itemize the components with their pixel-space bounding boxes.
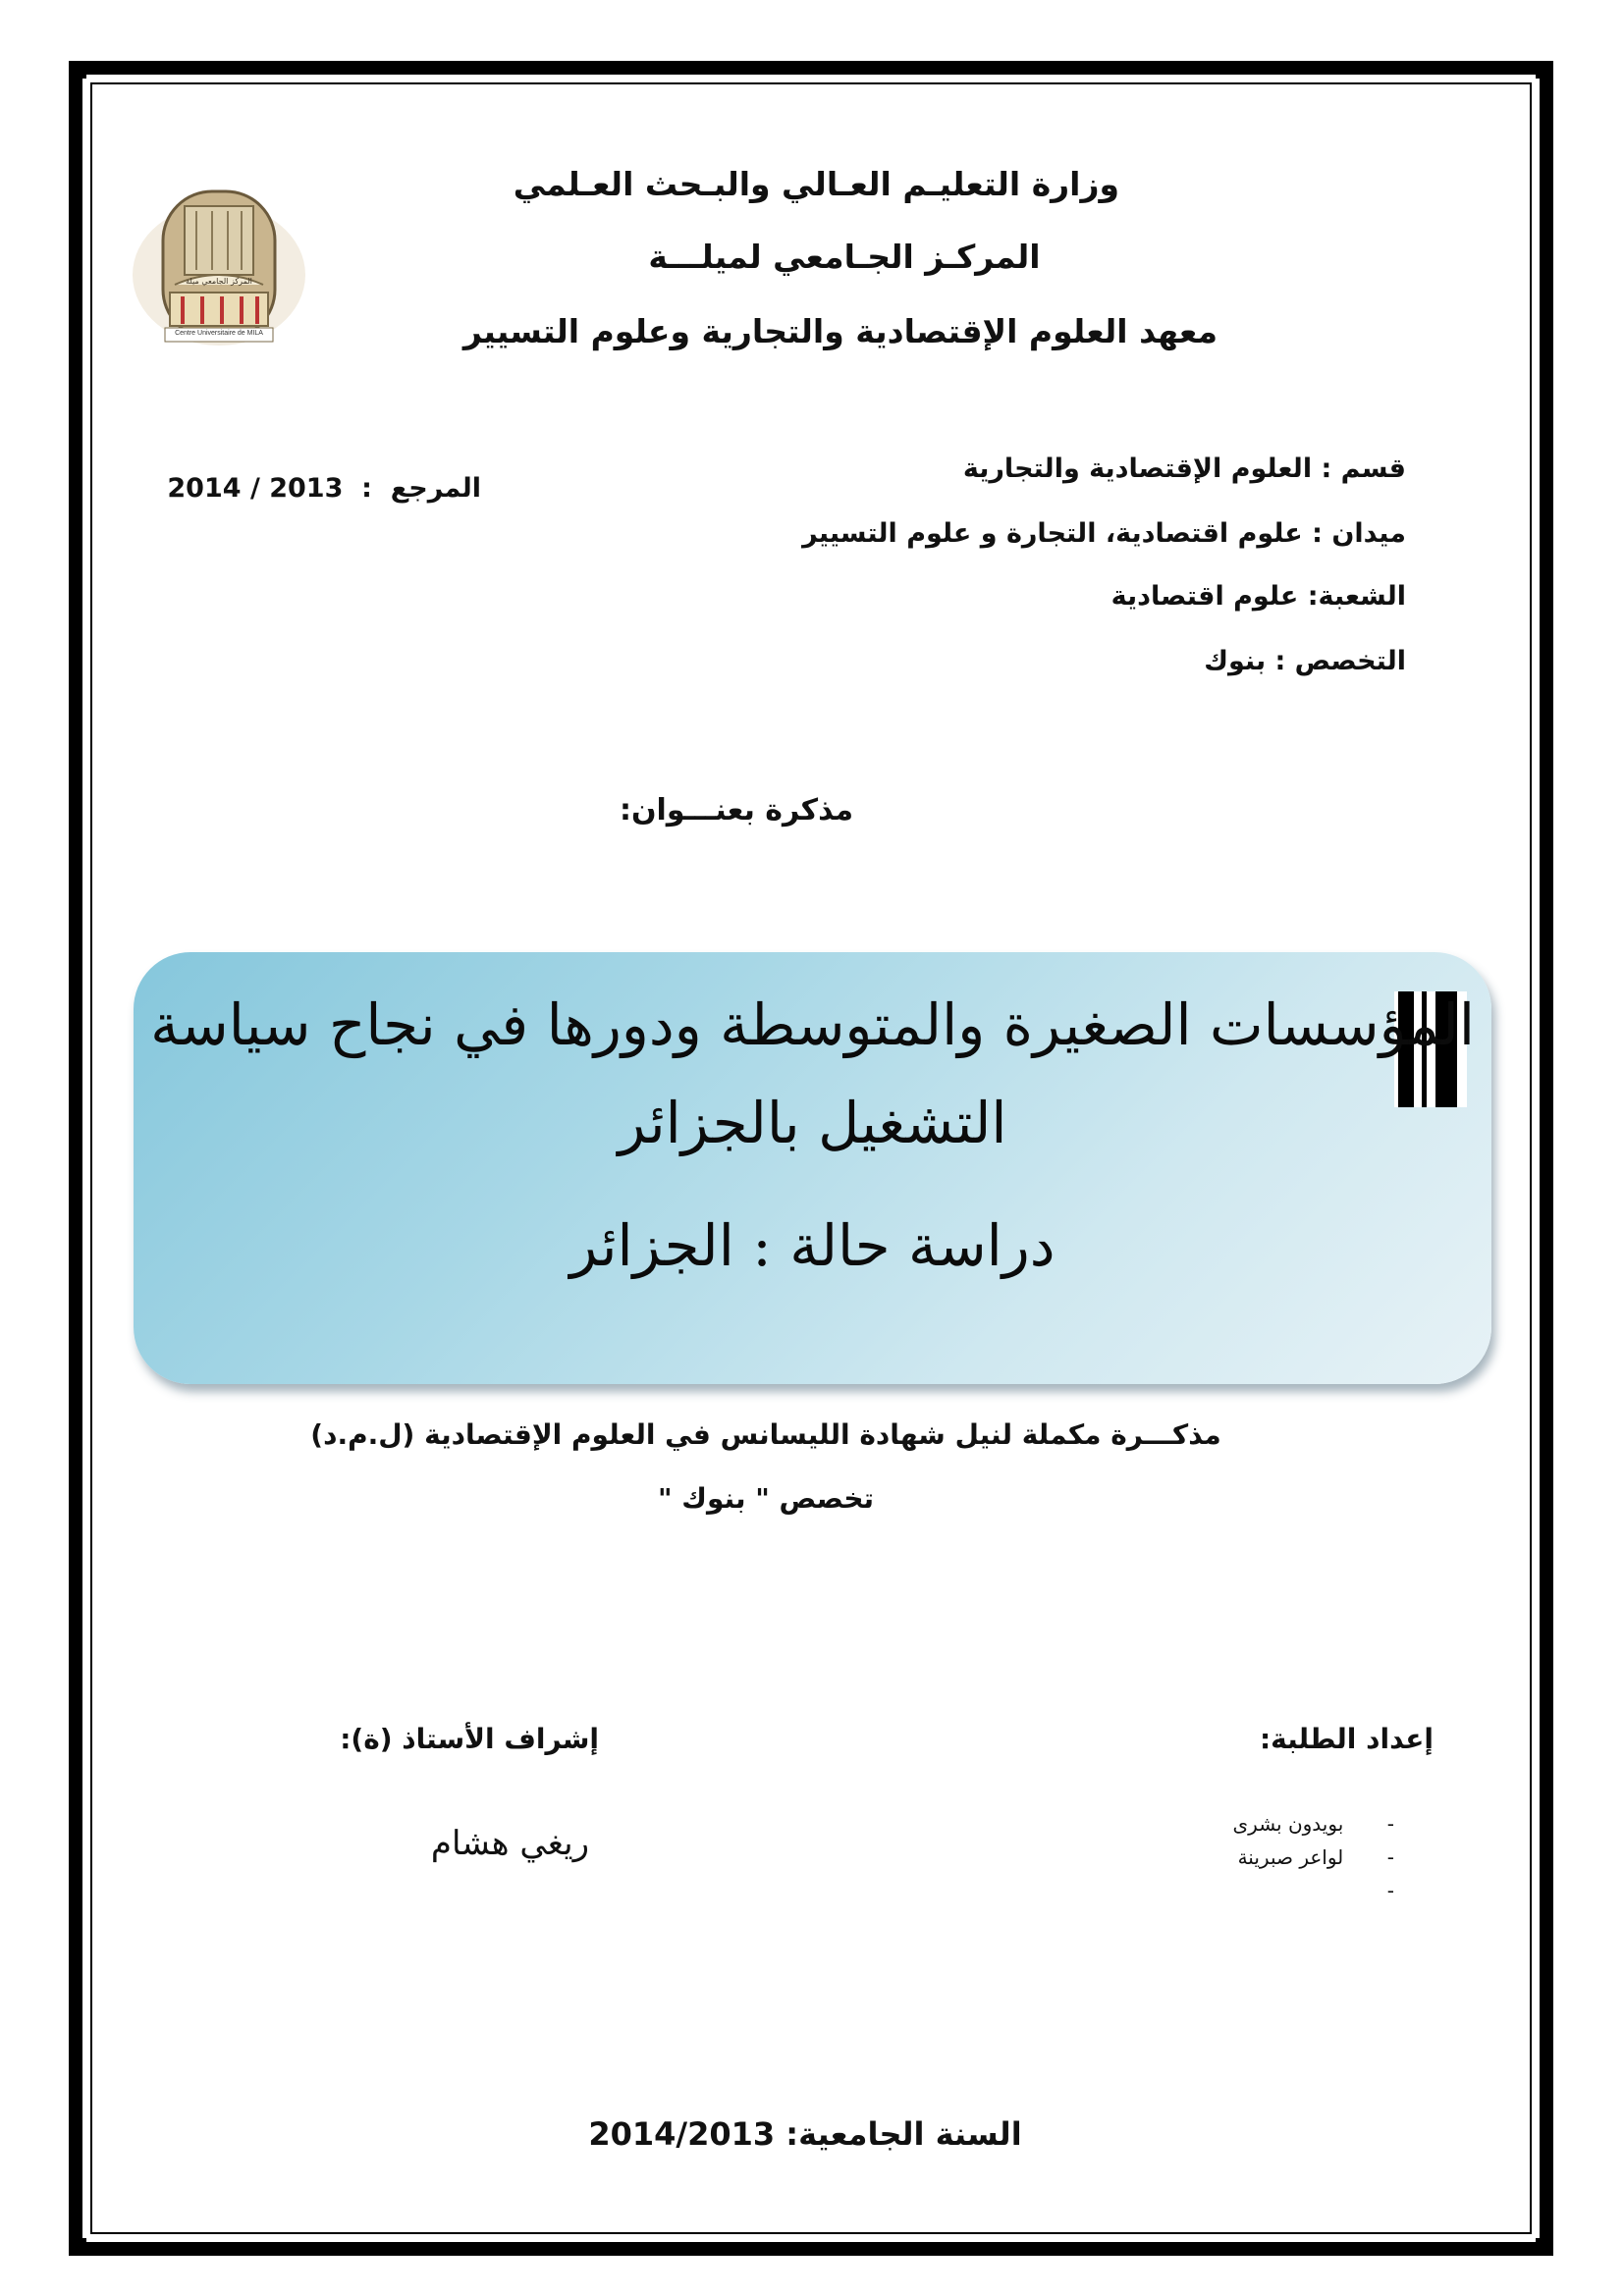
bullet: -	[1386, 1812, 1394, 1836]
academic-year-label: السنة الجامعية:	[785, 2115, 1022, 2153]
supervisor-name: ريغي هشام	[430, 1824, 589, 1863]
reference-separator: :	[352, 473, 382, 504]
students-list	[1080, 1812, 1394, 1912]
logo-arabic-text: المركز الجامعي ميلة	[186, 277, 252, 286]
reference-label: المرجع	[390, 473, 481, 504]
academic-year	[550, 2115, 1060, 2153]
logo-caption: Centre Universitaire de MILA	[175, 330, 263, 337]
border-corner	[69, 2238, 86, 2256]
border-corner	[1536, 61, 1553, 79]
bullet: -	[1386, 1845, 1394, 1869]
students-label: إعداد الطلبة:	[1259, 1723, 1434, 1755]
university-logo	[126, 167, 312, 348]
degree-specialty: تخصص " بنوك "	[657, 1482, 875, 1515]
institute-name: معهد العلوم الإقتصادية والتجارية وعلوم التسيير	[462, 312, 1218, 350]
title-line-1: المؤسسات الصغيرة والمتوسطة ودورها في نجاح سياسة	[150, 991, 1475, 1058]
program-info	[785, 454, 1406, 689]
department: قسم : العلوم الإقتصادية والتجارية	[962, 454, 1406, 484]
supervisor-label: إشراف الأستاذ (ة):	[340, 1723, 599, 1755]
border-corner	[69, 61, 86, 79]
branch: الشعبة: علوم اقتصادية	[1110, 581, 1406, 612]
memo-heading: مذكرة بعنـــوان:	[619, 793, 854, 828]
bullet: -	[1386, 1879, 1394, 1902]
title-line-3: دراسة حالة : الجزائر	[569, 1212, 1056, 1279]
list-item	[1080, 1845, 1394, 1879]
ministry-name: وزارة التعليـم العـالي والبـحث العـلمي	[513, 165, 1119, 203]
student-name: بويدون بشرى	[1232, 1812, 1344, 1836]
title-line-2: التشغيل بالجزائر	[618, 1090, 1007, 1156]
reference-value: 2013 / 2014	[167, 473, 344, 504]
field: ميدان : علوم اقتصادية، التجارة و علوم التسيير	[802, 518, 1406, 549]
specialty: التخصص : بنوك	[1204, 646, 1406, 676]
academic-year-value: 2014/2013	[588, 2115, 776, 2153]
degree-statement: مذكـــرة مكملة لنيل شهادة الليسانس في العلوم الإقتصادية (ل.م.د)	[310, 1418, 1221, 1451]
list-item	[1080, 1879, 1394, 1912]
border-corner	[1536, 2238, 1553, 2256]
university-center-name: المركـز الجـامعي لميلـــة	[648, 238, 1041, 276]
list-item	[1080, 1812, 1394, 1845]
student-name: لواعر صبرينة	[1237, 1845, 1344, 1869]
reference	[147, 473, 481, 504]
